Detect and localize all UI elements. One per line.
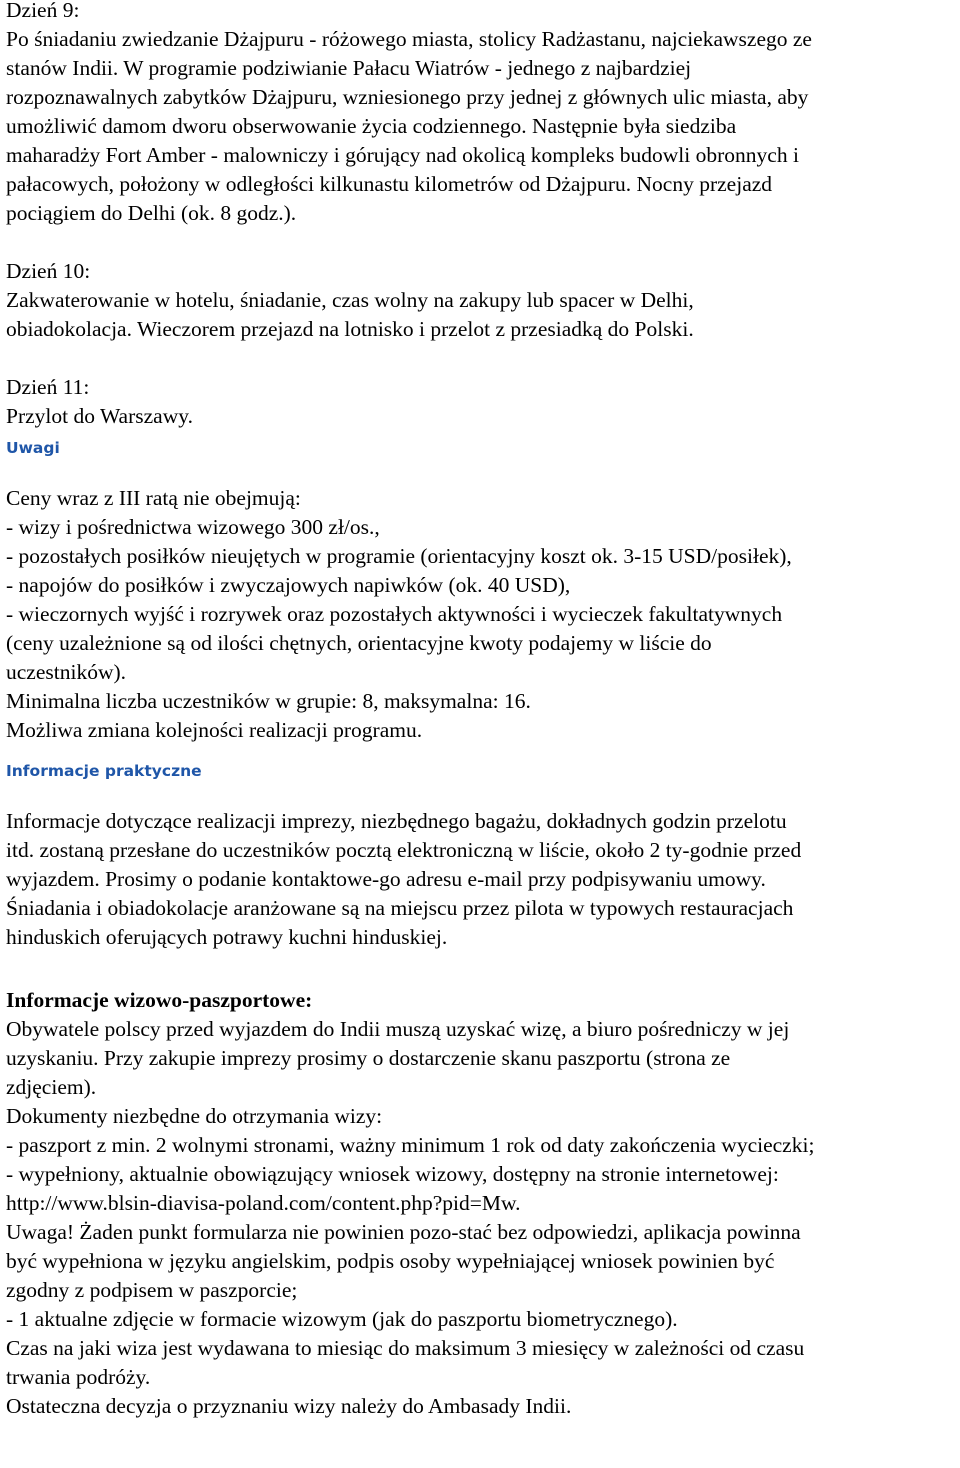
day-10-title: Dzień 10: [6,259,91,283]
day-11-line: Przylot do Warszawy. [6,404,193,428]
praktyczne-heading: Informacje praktyczne [6,762,202,780]
wizowe-line: trwania podróży. [6,1365,151,1389]
praktyczne-section [6,807,954,952]
uwagi-line: (ceny uzależnione są od ilości chętnych, orientacyjne kwoty podajemy w liście do [6,631,712,655]
visa-url-text: http://www.blsin-diavisa-poland.com/content.php?pid=Mw. [6,1191,521,1215]
wizowe-line: - wypełniony, aktualnie obowiązujący wniosek wizowy, dostępny na stronie internetowej: [6,1162,779,1186]
day-10-line: obiadokolacja. Wieczorem przejazd na lotnisko i przelot z przesiadką do Polski. [6,317,694,341]
day-9-line: umożliwić damom dworu obserwowanie życia codziennego. Następnie była siedziba [6,114,737,138]
uwagi-heading: Uwagi [6,439,60,457]
wizowe-heading: Informacje wizowo-paszportowe: [6,988,313,1012]
day-9-line: pociągiem do Delhi (ok. 8 godz.). [6,201,297,225]
uwagi-line: Minimalna liczba uczestników w grupie: 8, maksymalna: 16. [6,689,531,713]
day-9-section [6,0,954,228]
wizowe-line: zgodny z podpisem w paszporcie; [6,1278,298,1302]
day-11-title: Dzień 11: [6,375,90,399]
wizowe-line: Uwaga! Żaden punkt formularza nie powinien pozo-stać bez odpowiedzi, aplikacja powinna [6,1220,801,1244]
praktyczne-line: Informacje dotyczące realizacji imprezy, niezbędnego bagażu, dokładnych godzin przelotu [6,809,787,833]
day-9-line: Po śniadaniu zwiedzanie Dżajpuru - różowego miasta, stolicy Radżastanu, najciekawszego ze [6,27,812,51]
wizowe-line: Ostateczna decyzja o przyznaniu wizy należy do Ambasady Indii. [6,1394,572,1418]
uwagi-line: uczestników). [6,660,127,684]
uwagi-line: - wieczornych wyjść i rozrywek oraz pozostałych aktywności i wycieczek fakultatywnych [6,602,783,626]
day-9-title: Dzień 9: [6,0,80,22]
day-11-section [6,373,954,431]
uwagi-line: - pozostałych posiłków nieujętych w programie (orientacyjny koszt ok. 3-15 USD/posiłek), [6,544,792,568]
wizowe-line: - paszport z min. 2 wolnymi stronami, ważny minimum 1 rok od daty zakończenia wycieczki; [6,1133,815,1157]
wizowe-line: być wypełniona w języku angielskim, podpis osoby wypełniającej wniosek powinien być [6,1249,775,1273]
day-9-line: stanów Indii. W programie podziwianie Pałacu Wiatrów - jednego z najbardziej [6,56,692,80]
wizowe-line: Obywatele polscy przed wyjazdem do Indii muszą uzyskać wizę, a biuro pośredniczy w jej [6,1017,790,1041]
praktyczne-line: wyjazdem. Prosimy o podanie kontaktowe-go adresu e-mail przy podpisywaniu umowy. [6,867,766,891]
wizowe-line: Dokumenty niezbędne do otrzymania wizy: [6,1104,383,1128]
uwagi-line: Możliwa zmiana kolejności realizacji programu. [6,718,423,742]
wizowe-section [6,986,954,1421]
day-9-line: maharadży Fort Amber - malowniczy i górujący nad okolicą kompleks budowli obronnych i [6,143,799,167]
wizowe-line: - 1 aktualne zdjęcie w formacie wizowym (jak do paszportu biometrycznego). [6,1307,678,1331]
praktyczne-line: hinduskich oferujących potrawy kuchni hinduskiej. [6,925,448,949]
wizowe-line: Czas na jaki wiza jest wydawana to miesiąc do maksimum 3 miesięcy w zależności od czasu [6,1336,805,1360]
praktyczne-line: itd. zostaną przesłane do uczestników pocztą elektroniczną w liście, około 2 ty-godnie przed [6,838,802,862]
uwagi-line: - napojów do posiłków i zwyczajowych napiwków (ok. 40 USD), [6,573,571,597]
uwagi-line: - wizy i pośrednictwa wizowego 300 zł/os., [6,515,380,539]
day-10-section [6,257,954,344]
uwagi-section [6,484,954,745]
day-9-line: pałacowych, położony w odległości kilkunastu kilometrów od Dżajpuru. Nocny przejazd [6,172,773,196]
praktyczne-line: Śniadania i obiadokolacje aranżowane są na miejscu przez pilota w typowych restauracjach [6,896,794,920]
day-10-line: Zakwaterowanie w hotelu, śniadanie, czas wolny na zakupy lub spacer w Delhi, [6,288,694,312]
wizowe-line: uzyskaniu. Przy zakupie imprezy prosimy o dostarczenie skanu paszportu (strona ze [6,1046,731,1070]
wizowe-line: zdjęciem). [6,1075,97,1099]
day-9-line: rozpoznawalnych zabytków Dżajpuru, wzniesionego przy jednej z głównych ulic miasta, aby [6,85,809,109]
uwagi-line: Ceny wraz z III ratą nie obejmują: [6,486,301,510]
